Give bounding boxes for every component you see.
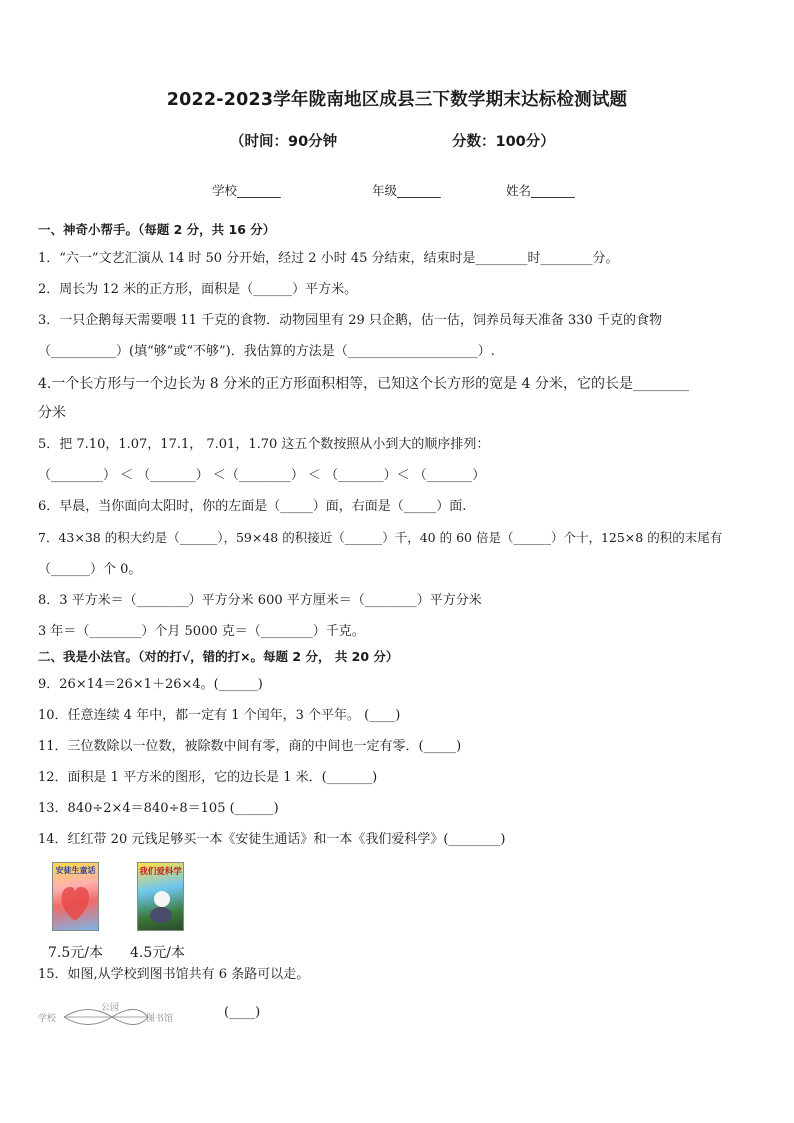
question-3: 3．一只企鹅每天需要喂 11 千克的食物．动物园里有 29 只企鹅，估一估，饲养员每天准备 330 千克的食物 <box>38 313 662 328</box>
heart-illustration-icon <box>53 863 98 930</box>
question-15: 15．如图,从学校到图书馆共有 6 条路可以走。 <box>38 967 310 982</box>
question-8-cont: 3 年＝（________）个月 5000 克＝（________）千克。 <box>38 624 365 639</box>
book-cover-title: 我们爱科学 <box>139 867 182 877</box>
name-field[interactable]: 姓名_______ <box>506 183 575 198</box>
school-field[interactable]: 学校_______ <box>212 183 281 198</box>
route-park-label: 公园 <box>101 1003 120 1013</box>
book-cover-title: 安徒生童话 <box>55 866 96 875</box>
exam-score: 分数：100分） <box>452 134 555 150</box>
question-14: 14．红红带 20 元钱足够买一本《安徒生通话》和一本《我们爱科学》(________) <box>38 832 506 847</box>
question-9: 9．26×14＝26×1＋26×4。(______) <box>38 677 263 692</box>
price-science: 4.5元/本 <box>130 945 185 961</box>
question-8: 8．3 平方米＝（________）平方分米 600 平方厘米＝（________）平方分米 <box>38 593 482 608</box>
question-4: 4.一个长方形与一个边长为 8 分米的正方形面积相等，已知这个长方形的宽是 4 分米，它的长是________ <box>38 376 689 392</box>
route-library-label: 图书馆 <box>146 1014 174 1024</box>
section-2-heading: 二、我是小法官。（对的打√，错的打×。每题 2 分， 共 20 分） <box>38 649 399 664</box>
question-5-cont: （________） ＜ （_______） ＜（________） ＜ （_______）＜ （_______） <box>38 468 486 483</box>
section-1-heading: 一、神奇小帮手。（每题 2 分，共 16 分） <box>38 222 276 237</box>
question-11: 11．三位数除以一位数，被除数中间有零，商的中间也一定有零．(_____) <box>38 739 462 754</box>
question-7-cont: （______）个 0。 <box>38 562 142 577</box>
price-andersen: 7.5元/本 <box>48 945 103 961</box>
question-7: 7．43×38 的积大约是（______），59×48 的积接近（______）千，40 的 60 倍是（______）个十，125×8 的积的末尾有 <box>38 530 723 545</box>
question-2: 2．周长为 12 米的正方形，面积是（______）平方米。 <box>38 282 358 297</box>
question-5: 5．把 7.10，1.07，17.1， 7.01，1.70 这五个数按照从小到大的顺序排列： <box>38 437 490 452</box>
page-title: 2022-2023学年陇南地区成县三下数学期末达标检测试题 <box>166 90 628 110</box>
question-15-answer[interactable]: (____) <box>224 1005 261 1020</box>
book-cover-science <box>137 862 184 931</box>
question-3-cont: （__________）(填“够”或“不够”)．我估算的方法是（____________________）. <box>38 344 495 359</box>
question-12: 12．面积是 1 平方米的图形，它的边长是 1 米．(_______) <box>38 770 378 785</box>
question-10: 10．任意连续 4 年中，都一定有 1 个闰年，3 个平年。 (____) <box>38 708 401 723</box>
route-school-label: 学校 <box>38 1014 57 1024</box>
question-1: 1．“六一”文艺汇演从 14 时 50 分开始，经过 2 小时 45 分结束，结束时是________时________分。 <box>38 251 619 266</box>
exam-time: （时间：90分钟 <box>230 134 338 150</box>
question-6: 6．早晨，当你面向太阳时，你的左面是（_____）面，右面是（_____）面. <box>38 499 467 514</box>
character-illustration-icon <box>138 863 183 930</box>
question-13: 13．840÷2×4＝840÷8＝105 (______) <box>38 801 279 816</box>
book-cover-andersen <box>52 862 99 931</box>
grade-field[interactable]: 年级_______ <box>372 183 441 198</box>
question-4-cont: 分米 <box>38 405 66 421</box>
